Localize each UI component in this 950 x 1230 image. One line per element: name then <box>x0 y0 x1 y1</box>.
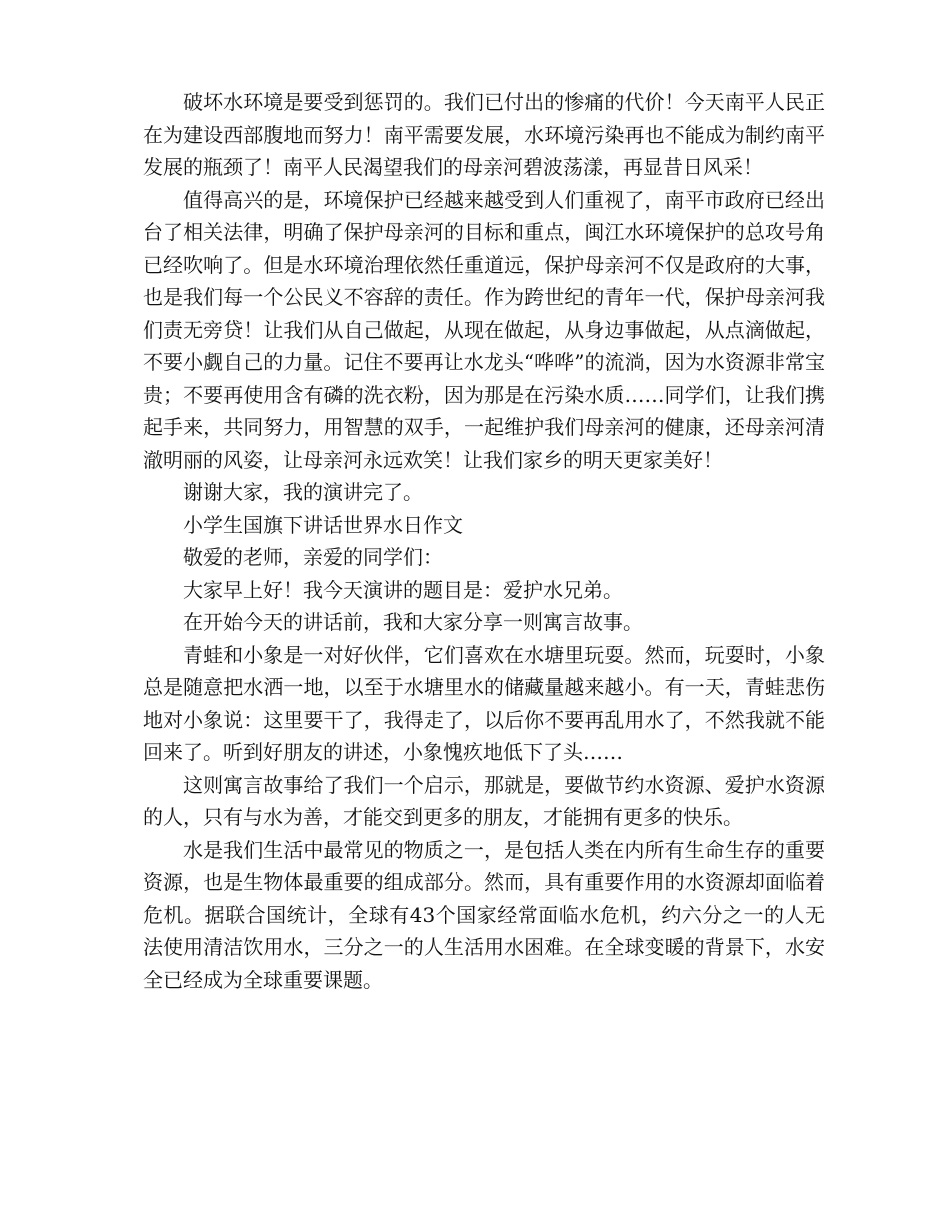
paragraph-pollution-penalty: 破坏水环境是要受到惩罚的。我们已付出的惨痛的代价！今天南平人民正在为建设西部腹地而努力！南平需要发展，水环境污染再也不能成为制约南平发展的瓶颈了！南平人民渴望我们的母亲河碧波荡漾，再显昔日风采！ <box>143 90 825 179</box>
paragraph-salutation: 敬爱的老师，亲爱的同学们： <box>183 545 443 569</box>
paragraph-fable-moral: 这则寓言故事给了我们一个启示，那就是，要做节约水资源、爱护水资源的人，只有与水为善，才能交到更多的朋友，才能拥有更多的快乐。 <box>143 772 825 829</box>
paragraph-water-crisis: 水是我们生活中最常见的物质之一，是包括人类在内所有生命生存的重要资源，也是生物体最重要的组成部分。然而，具有重要作用的水资源却面临着危机。据联合国统计，全球有43个国家经常面临水危机，约六分之一的人无法使用清洁饮用水，三分之一的人生活用水困难。在全球变暖的背景下，水安全已经成为全球重要课题。 <box>143 837 825 992</box>
paragraph-protection-call: 值得高兴的是，环境保护已经越来越受到人们重视了，南平市政府已经出台了相关法律，明确了保护母亲河的目标和重点，闽江水环境保护的总攻号角已经吹响了。但是水环境治理依然任重道远，保护母亲河不仅是政府的大事，也是我们每一个公民义不容辞的责任。作为跨世纪的青年一代，保护母亲河我们责无旁贷！让我们从自己做起，从现在做起，从身边事做起，从点滴做起，不要小觑自己的力量。记住不要再让水龙头“哗哗”的流淌，因为水资源非常宝贵；不要再使用含有磷的洗衣粉，因为那是在污染水质……同学们，让我们携起手来，共同努力，用智慧的双手，一起维护我们母亲河的健康，还母亲河清澈明丽的风姿，让母亲河永远欢笑！让我们家乡的明天更家美好！ <box>143 187 825 472</box>
paragraph-fable: 青蛙和小象是一对好伙伴，它们喜欢在水塘里玩耍。然而，玩耍时，小象总是随意把水洒一地，以至于水塘里水的储藏量越来越小。有一天，青蛙悲伤地对小象说：这里要干了，我得走了，以后你不要再乱用水了，不然我就不能回来了。听到好朋友的讲述，小象愧疚地低下了头…… <box>143 642 825 764</box>
section-title: 小学生国旗下讲话世界水日作文 <box>183 512 463 537</box>
paragraph-greeting-topic: 大家早上好！我今天演讲的题目是：爱护水兄弟。 <box>183 577 623 602</box>
paragraph-story-intro: 在开始今天的讲话前，我和大家分享一则寓言故事。 <box>183 610 643 634</box>
document-page <box>143 86 825 996</box>
paragraph-closing-thanks: 谢谢大家，我的演讲完了。 <box>183 480 423 504</box>
